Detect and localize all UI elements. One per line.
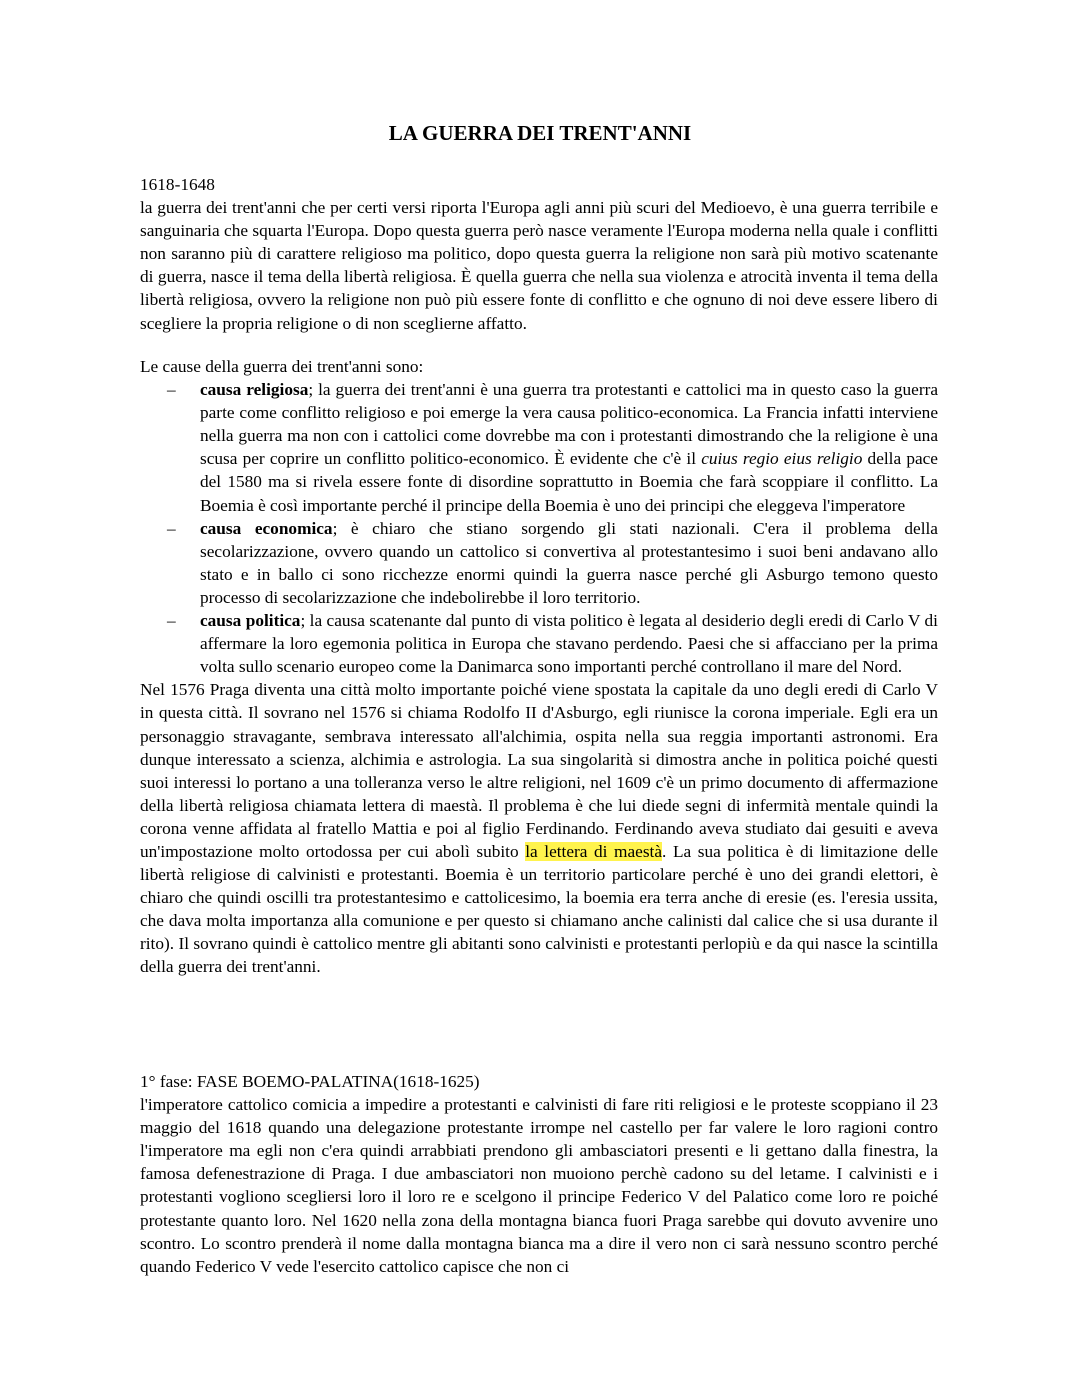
- prague-text: Nel 1576 Praga diventa una città molto importante poiché viene spostata la capitale da uno degli eredi di Carlo V in questa città. Il sovrano nel 1576 si chiama Rodolfo II d'Asburgo, egli riunisce la corona imperiale. Egli era un personaggio stravagante, sembrava interessato all'alchimia, ospita nella sua reggia importanti astronomi. Era dunque interessato a scienza, alchimia e astrologia. La sua singolarità si dimostra anche in politica poiché questi suoi interessi lo portano a una tolleranza verso le altre religioni, nel 1609 c'è un primo documento di affermazione della libertà religiosa chiamata lettera di maestà. Il problema è che lui diede segni di infermità mentale quindi la corona venne affidata al fratello Mattia e poi al figlio Ferdinando. Ferdinando aveva studiato dai gesuiti e aveva un'impostazione molto ortodossa per cui abolì subito: [140, 680, 938, 861]
- causes-heading: Le cause della guerra dei trent'anni sono:: [140, 357, 424, 376]
- latin-phrase: cuius regio eius religio: [701, 449, 863, 469]
- phase1-paragraph: l'imperatore cattolico comicia a impedire a protestanti e calvinisti di fare riti religiosi e le proteste scoppiano il 23 maggio del 1618 quando una delegazione protestante irrompe nel castello per far valere le loro ragioni contro l'imperatore ma egli non c'era quindi arrabbiati prendono gli ambasciatori presenti e li gettano dalla finestra, la famosa defenestrazione di Praga. I due ambasciatori non muoiono perchè cadono su del letame. I calvinisti e i protestanti vogliono scegliersi loro il loro re e scelgono il principe Federico V del Palatico come loro re poiché protestante quanto loro. Nel 1620 nella zona della montagna bianca fuori Praga sarebbe qui dovuto avvenire uno scontro. Lo scontro prenderà il nome dalla montagna bianca ma a dire il vero non ci sarà nessuno scontro perché quando Federico V vede l'esercito cattolico capisce che non ci: [140, 1095, 938, 1276]
- cause-text: ; la guerra dei trent'anni è una guerra tra protestanti e cattolici ma in questo caso la guerra parte come conflitto religioso e poi emerge la vera causa politico-economica. La Francia infatti interviene nella guerra ma non con i cattolici come dovrebbe ma con i protestanti dimostrando che la religione è una scusa per coprire un conflitto politico-economico. È evidente che c'è il: [200, 380, 939, 469]
- intro-section: [140, 173, 938, 335]
- cause-text: della pace del 1580 ma si rivela essere fonte di disordine soprattutto in Boemia che farà scoppiare il conflitto. La Boemia è così importante perché il principe della Boemia è uno dei principi che eleggeva l'imperatore: [200, 449, 938, 515]
- list-item: [140, 378, 938, 517]
- prague-text: . La sua politica è di limitazione delle libertà religiose di calvinisti e protestanti. Boemia è un territorio particolare perché è uno dei grandi elettori, è chiaro che quindi oscilli tra protestantesimo e cattolicesimo, la boemia era terra anche di eresie (es. l'eresia ussita, che dava molta importanza alla comunione e per questo si chiamano anche calinisti dal calice che si usa durante il rito). Il sovrano quindi è cattolico mentre gli abitanti sono calvinisti e protestanti perlopiù e da qui nasce la scintilla della guerra dei trent'anni.: [140, 841, 938, 977]
- document-title: LA GUERRA DEI TRENT'ANNI: [388, 121, 692, 145]
- bullet-dash: –: [167, 611, 176, 631]
- cause-label: causa politica: [200, 611, 301, 631]
- list-item: [140, 609, 938, 678]
- cause-label: causa economica: [200, 518, 333, 538]
- bullet-dash: –: [167, 518, 176, 538]
- intro-paragraph: la guerra dei trent'anni che per certi versi riporta l'Europa agli anni più scuri del Medioevo, è una guerra terribile e sanguinaria che squarta l'Europa. Dopo questa guerra però nasce veramente l'Europa moderna nella quale i conflitti non saranno più di carattere religioso ma politico, dopo questa guerra la religione non sarà più motivo scatenante di guerra, nasce il tema della libertà religiosa. È quella guerra che nella sua violenza e atrocità inventa il tema della libertà religiosa, ovvero la religione non può più essere fonte di conflitto e che ognuno di noi deve essere libero di scegliere la propria religione o di non sceglierne affatto.: [140, 198, 938, 333]
- list-item: [140, 517, 938, 609]
- date-range: 1618-1648: [140, 175, 215, 194]
- causes-list: [140, 378, 938, 678]
- phase1-section: [140, 1070, 938, 1278]
- cause-text: ; la causa scatenante dal punto di vista politico è legata al desiderio degli eredi di Carlo V di affermare la loro egemonia politica in Europa che stavano perdendo. Paesi che si affacciano per la prima volta sullo scenario europeo come la Danimarca sono importanti perché controllano il mare del Nord.: [200, 611, 938, 677]
- prague-paragraph: [140, 678, 938, 978]
- bullet-dash: –: [167, 380, 176, 400]
- section-heading: 1° fase: FASE BOEMO-PALATINA(1618-1625): [140, 1072, 480, 1091]
- highlighted-phrase: la lettera di maestà: [525, 841, 663, 861]
- cause-text: ; è chiaro che stiano sorgendo gli stati nazionali. C'era il problema della secolarizzazione, ovvero quando un cattolico si convertiva al protestantesimo i suoi beni andavano allo stato e in ballo ci sono ricchezze enormi quindi la guerra nasce perché gli Asburgo temono questo processo di secolarizzazione che indebolirebbe il loro territorio.: [200, 518, 938, 607]
- causes-section: [140, 355, 938, 979]
- cause-label: causa religiosa: [200, 380, 309, 400]
